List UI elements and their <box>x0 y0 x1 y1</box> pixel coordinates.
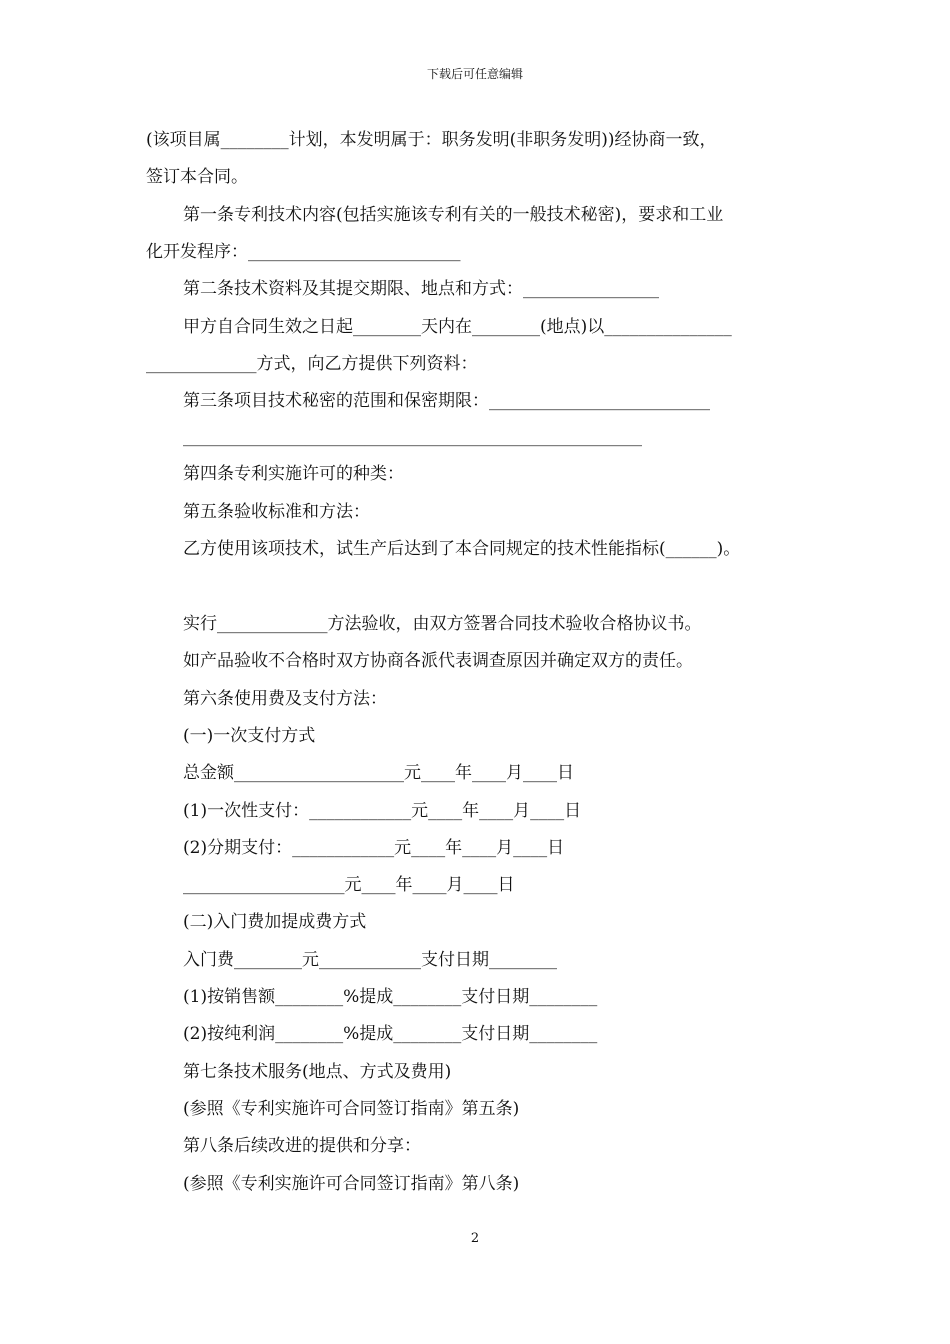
paragraph-line: 化开发程序：_________________________ <box>146 242 461 262</box>
paragraph-line: 如产品验收不合格时双方协商各派代表调查原因并确定双方的责任。 <box>183 651 693 671</box>
paragraph-line: 第八条后续改进的提供和分享： <box>183 1136 421 1156</box>
paragraph-line: (1)一次性支付：____________元____年____月____日 <box>183 801 582 821</box>
paragraph-line: 甲方自合同生效之日起________天内在________(地点)以_______________ <box>183 317 732 337</box>
paragraph-line: (参照《专利实施许可合同签订指南》第五条) <box>183 1099 520 1119</box>
paragraph-line: 第四条专利实施许可的种类： <box>183 464 404 484</box>
paragraph-line: 第一条专利技术内容(包括实施该专利有关的一般技术秘密)，要求和工业 <box>183 205 724 225</box>
paragraph-line: 第三条项目技术秘密的范围和保密期限：__________________________ <box>183 391 710 411</box>
paragraph-line: 第二条技术资料及其提交期限、地点和方式：________________ <box>183 279 659 299</box>
paragraph-line: 实行_____________方法验收，由双方签署合同技术验收合格协议书。 <box>183 614 702 634</box>
paragraph-line: (参照《专利实施许可合同签订指南》第八条) <box>183 1174 520 1194</box>
paragraph-line: 第六条使用费及支付方法： <box>183 689 387 709</box>
paragraph-line: 第五条验收标准和方法： <box>183 502 370 522</box>
paragraph-line: 入门费________元____________支付日期________ <box>183 950 557 970</box>
blank-line: ______________________________________________________ <box>183 427 642 447</box>
paragraph-line: 签订本合同。 <box>146 167 248 187</box>
paragraph-line: (二)入门费加提成费方式 <box>183 912 367 932</box>
paragraph-line: (2)分期支付：____________元____年____月____日 <box>183 838 565 858</box>
paragraph-line: _____________方式，向乙方提供下列资料： <box>146 354 478 374</box>
paragraph-line: 乙方使用该项技术，试生产后达到了本合同规定的技术性能指标(______)。 <box>183 539 741 559</box>
paragraph-line: (该项目属________计划，本发明属于：职务发明(非职务发明))经协商一致， <box>146 130 717 150</box>
paragraph-line: 总金额____________________元____年____月____日 <box>183 763 574 783</box>
paragraph-line: (1)按销售额________%提成________支付日期________ <box>183 987 598 1007</box>
paragraph-line: (2)按纯利润________%提成________支付日期________ <box>183 1024 598 1044</box>
paragraph-line: ___________________元____年____月____日 <box>183 875 515 895</box>
page-header: 下载后可任意编辑 <box>426 67 523 81</box>
paragraph-line: 第七条技术服务(地点、方式及费用) <box>183 1062 452 1082</box>
paragraph-line: (一)一次支付方式 <box>183 726 316 746</box>
page-number: 2 <box>470 1231 480 1246</box>
